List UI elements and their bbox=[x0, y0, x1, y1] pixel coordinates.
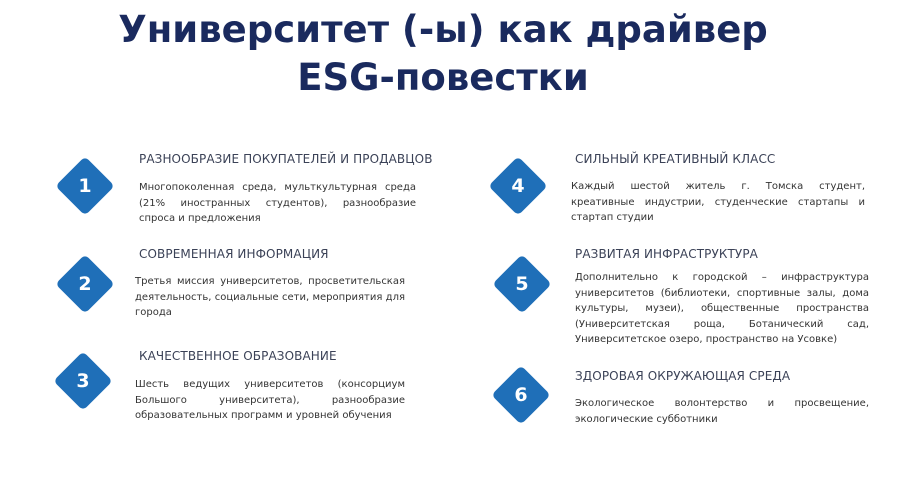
item-heading: КАЧЕСТВЕННОЕ ОБРАЗОВАНИЕ bbox=[139, 349, 337, 363]
item-text: Дополнительно к городской – инфраструктура университетов (библиотеки, спортивные залы, дома культуры, музеи), общественные пространства (Университетская роща, Ботанический сад, Университетское озеро, пространство на Усовке) bbox=[575, 272, 869, 345]
item-heading: РАЗВИТАЯ ИНФРАСТРУКТУРА bbox=[575, 247, 758, 261]
item-heading: РАЗНООБРАЗИЕ ПОКУПАТЕЛЕЙ И ПРОДАВЦОВ bbox=[139, 152, 433, 166]
item-number: 4 bbox=[511, 175, 525, 197]
item-text: Каждый шестой житель г. Томска студент, креативные индустрии, студенческие стартапы и стартап студии bbox=[571, 181, 865, 223]
item-text: Экологическое волонтерство и просвещение, экологические субботники bbox=[575, 398, 869, 425]
item-heading: СИЛЬНЫЙ КРЕАТИВНЫЙ КЛАСС bbox=[575, 152, 776, 166]
item-text: Многопоколенная среда, мульткультурная среда (21% иностранных студентов), разнообразие спроса и предложения bbox=[139, 182, 416, 224]
item-text: Третья миссия университетов, просветительская деятельность, социальные сети, мероприятия для города bbox=[135, 276, 405, 318]
item-number: 5 bbox=[515, 273, 529, 295]
item-number: 1 bbox=[78, 175, 92, 197]
slide-title-line-2: ESG-повестки bbox=[297, 56, 589, 99]
item-number: 6 bbox=[514, 384, 528, 406]
item-text: Шесть ведущих университетов (консорциум Большого университета), разнообразие образовательных программ и уровней обучения bbox=[135, 379, 405, 421]
item-number: 3 bbox=[76, 370, 90, 392]
item-number: 2 bbox=[78, 273, 92, 295]
slide-title-line-1: Университет (-ы) как драйвер bbox=[118, 8, 768, 51]
item-heading: ЗДОРОВАЯ ОКРУЖАЮЩАЯ СРЕДА bbox=[575, 369, 791, 383]
slide-title bbox=[0, 6, 886, 102]
item-heading: СОВРЕМЕННАЯ ИНФОРМАЦИЯ bbox=[139, 247, 329, 261]
